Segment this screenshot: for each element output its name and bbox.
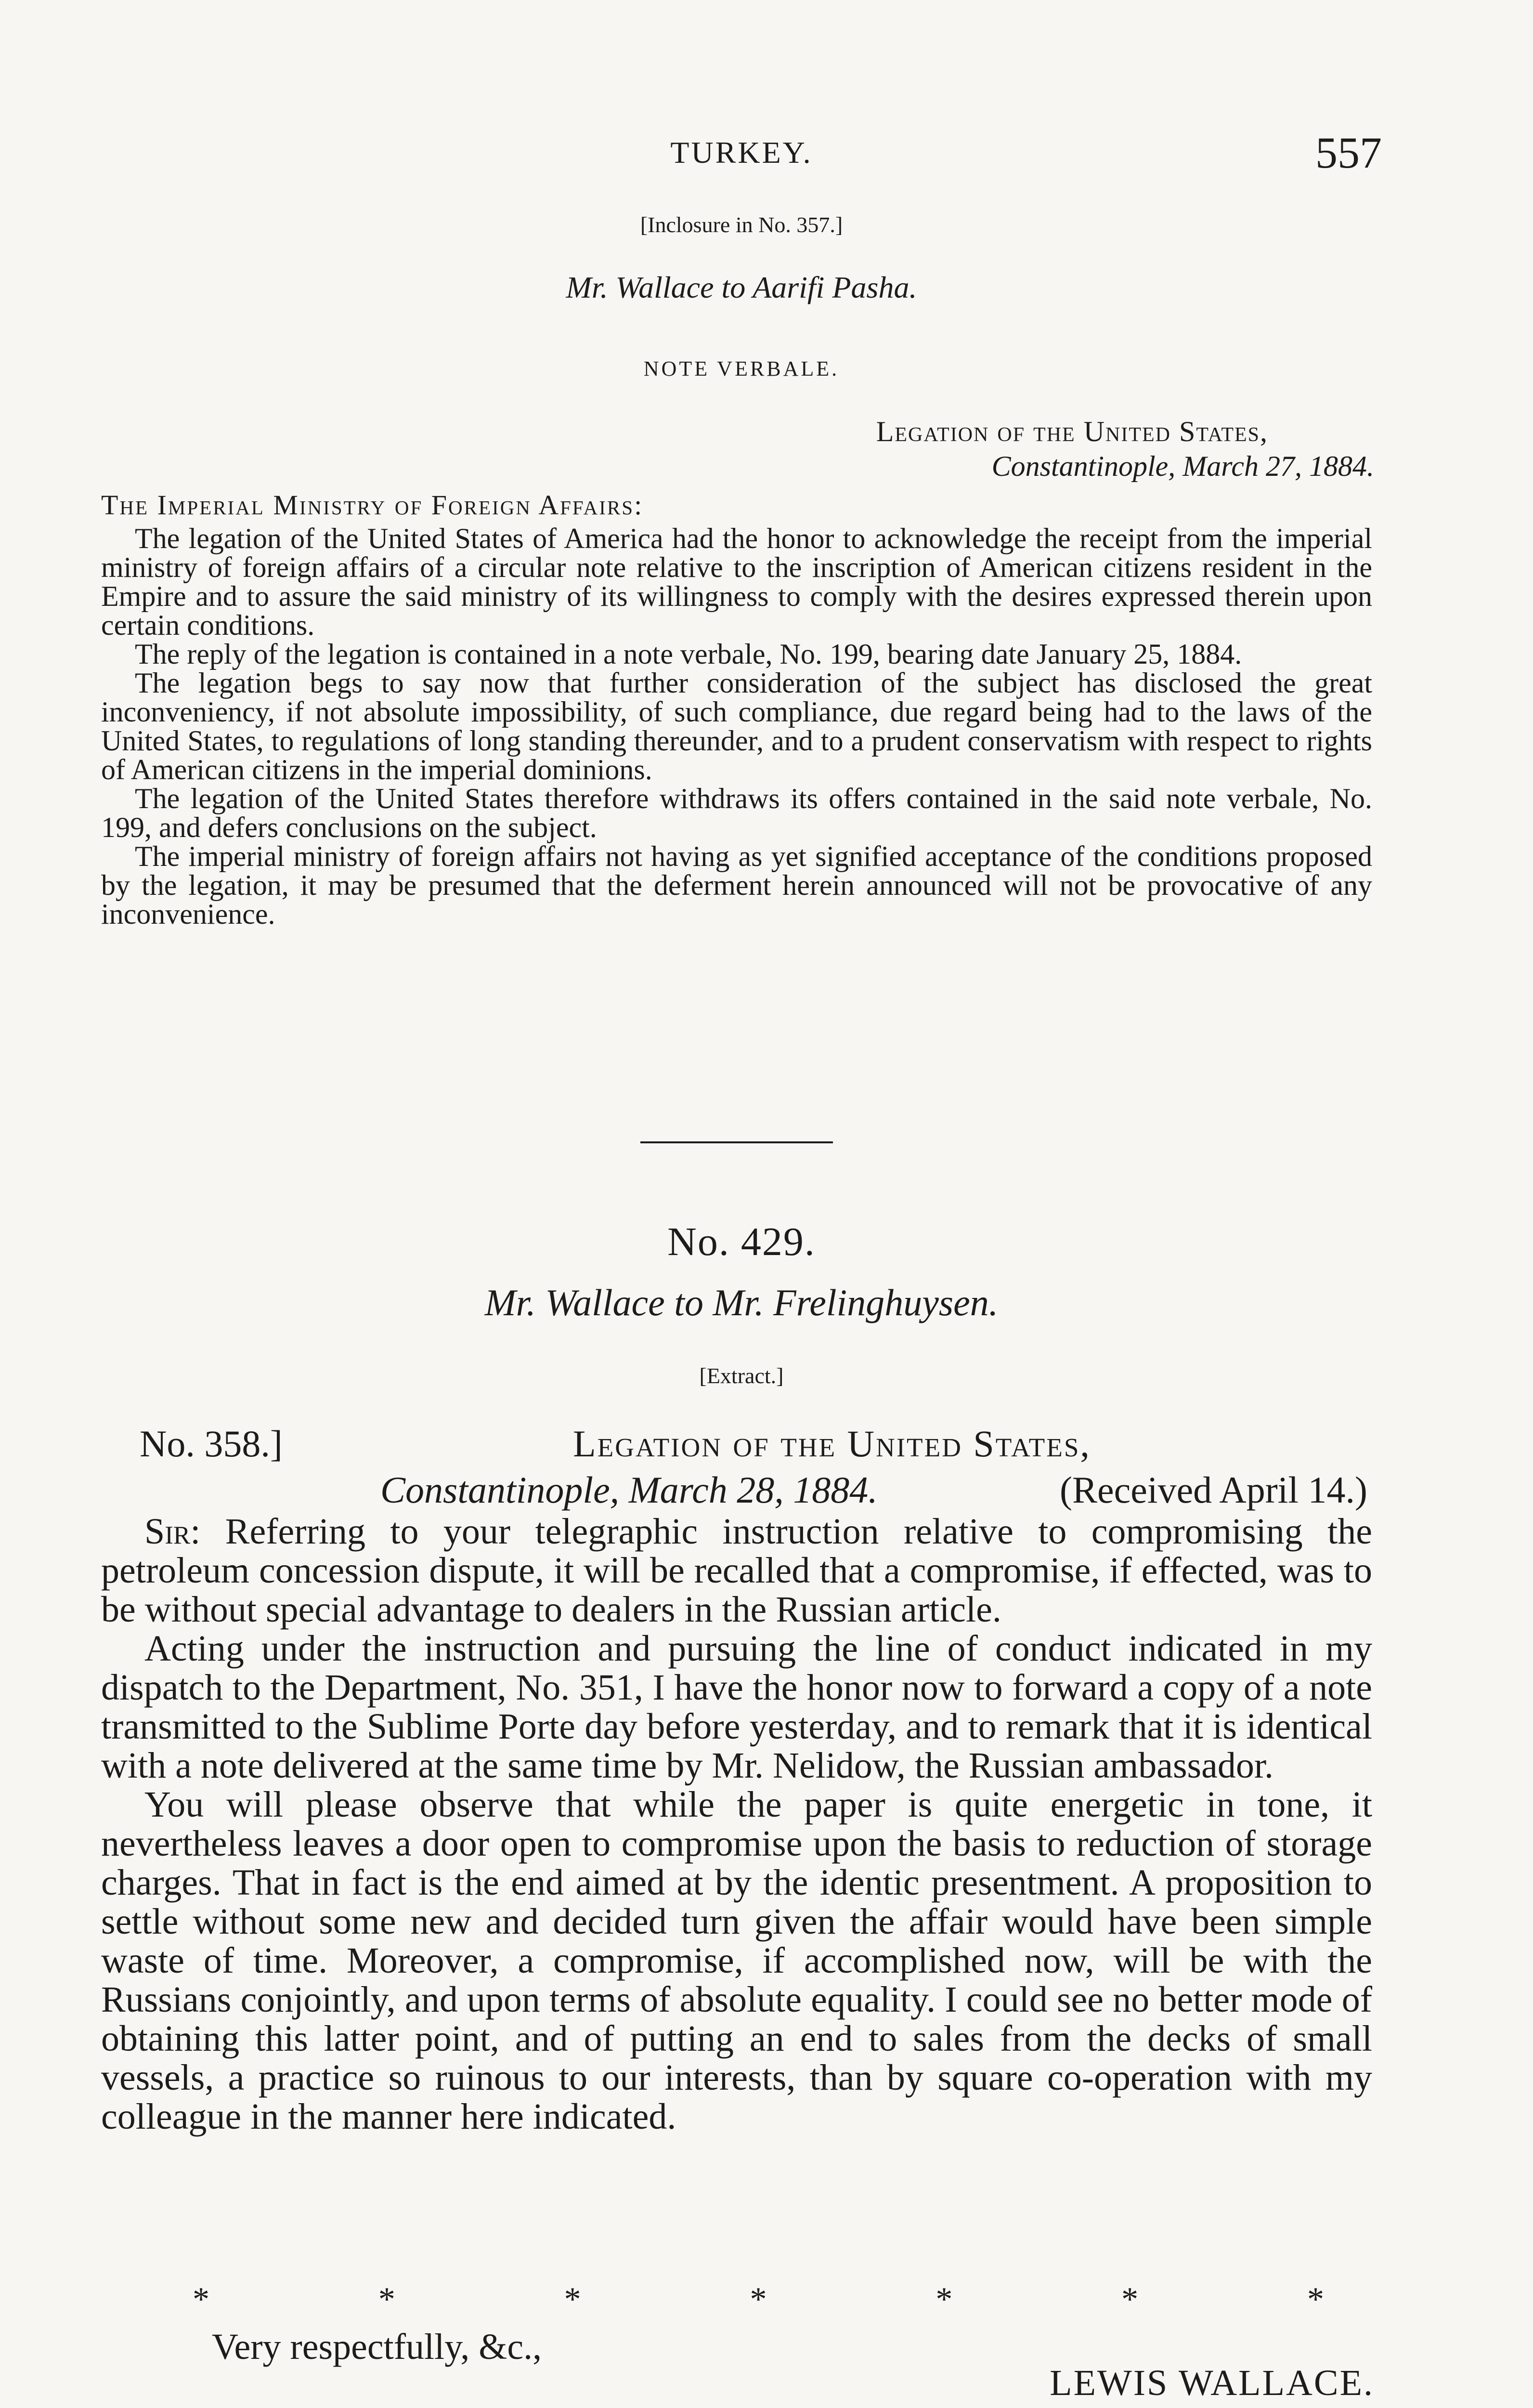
star: * bbox=[1307, 2281, 1324, 2318]
running-header bbox=[101, 130, 1382, 183]
ellipsis-stars bbox=[193, 2280, 1324, 2319]
extract-note: [Extract.] bbox=[699, 1363, 784, 1388]
star: * bbox=[378, 2281, 395, 2318]
paragraph: The reply of the legation is contained in a note verbale, No. 199, bearing date January 25, 1884. bbox=[135, 638, 1242, 670]
place-date-line bbox=[380, 1467, 878, 1513]
legation-line: Legation of the United States, bbox=[876, 416, 1268, 447]
star: * bbox=[193, 2281, 209, 2318]
star: * bbox=[935, 2281, 953, 2318]
place: Constantinople, bbox=[380, 1469, 620, 1511]
first-letter-dateline bbox=[876, 414, 1374, 484]
dispatch-number: No. 358.] bbox=[140, 1423, 283, 1465]
paragraph-text: Referring to your telegraphic instruction relative to compromising the petroleum concession dispute, it will be recalled that a compromise, if effected, was to be without special advantage to dealers in the Russian article. bbox=[101, 1511, 1372, 1630]
paragraph: The imperial ministry of foreign affairs not having as yet signified acceptance of the conditions proposed by the legation, it may be presumed that the deferment herein announced will not be provocative of any inconvenience. bbox=[101, 840, 1372, 930]
second-letter-body bbox=[101, 1512, 1372, 2136]
paragraph: The legation of the United States therefore withdraws its offers contained in the said note verbale, No. 199, and defers conclusions on the subject. bbox=[101, 783, 1372, 843]
date: March 28, 1884. bbox=[628, 1469, 878, 1511]
first-letter-address: Mr. Wallace to Aarifi Pasha. bbox=[566, 270, 917, 304]
second-letter-dateline bbox=[140, 1421, 1372, 1513]
document-number: No. 429. bbox=[667, 1219, 816, 1264]
paragraph: The legation begs to say now that further consideration of the subject has disclosed the great inconveniency, if not absolute impossibility, of such compliance, due regard being had to the laws of the United States, to regulations of long standing thereunder, and to a prudent conservatism with respect to rights of American citizens in the imperial dominions. bbox=[101, 667, 1372, 785]
first-letter-salutation: The Imperial Ministry of Foreign Affairs: bbox=[101, 489, 644, 521]
first-letter-body bbox=[101, 524, 1372, 929]
section-divider bbox=[640, 1141, 833, 1143]
paragraph: The legation of the United States of America had the honor to acknowledge the receipt from the imperial ministry of foreign affairs of a circular note relative to the inscription of American citizens resident in the Empire and to assure the said ministry of its willingness to comply with the desires expressed therein upon certain conditions. bbox=[101, 523, 1372, 641]
received-date: (Received April 14.) bbox=[1060, 1469, 1367, 1511]
enclosure-note: [Inclosure in No. 357.] bbox=[640, 212, 843, 237]
paragraph bbox=[101, 1512, 1372, 1629]
star: * bbox=[750, 2281, 767, 2318]
running-title: TURKEY. bbox=[670, 135, 813, 170]
second-letter-address: Mr. Wallace to Mr. Frelinghuysen. bbox=[484, 1282, 999, 1323]
paragraph: Acting under the instruction and pursuing the line of conduct indicated in my dispatch to the Department, No. 351, I have the honor now to forward a copy of a note transmitted to the Sublime Porte day before yesterday, and to remark that it is identical with a note delivered at the same time by Mr. Nelidow, the Russian ambassador. bbox=[101, 1628, 1372, 1786]
closing: Very respectfully, &c., bbox=[212, 2327, 542, 2367]
place-date-line: Constantinople, March 27, 1884. bbox=[991, 450, 1374, 482]
signature: LEWIS WALLACE. bbox=[1050, 2363, 1374, 2403]
salutation: Sir: bbox=[144, 1511, 201, 1552]
paragraph: You will please observe that while the paper is quite energetic in tone, it nevertheless leaves a door open to compromise upon the basis to reduction of storage charges. That in fact is the end aimed at by the identic presentment. A proposition to settle without some new and decided turn given the affair would have been simple waste of time. Moreover, a compromise, if accomplished now, will be with the Russians conjointly, and upon terms of absolute equality. I could see no better mode of obtaining this latter point, and of putting an end to sales from the decks of small vessels, a practice so ruinous to our interests, than by square co-operation with my colleague in the manner here indicated. bbox=[101, 1784, 1372, 2137]
star: * bbox=[564, 2281, 581, 2318]
star: * bbox=[1121, 2281, 1139, 2318]
note-verbale-heading: NOTE VERBALE. bbox=[643, 357, 840, 380]
page-number: 557 bbox=[1315, 128, 1382, 177]
legation-line: Legation of the United States, bbox=[573, 1423, 1091, 1465]
